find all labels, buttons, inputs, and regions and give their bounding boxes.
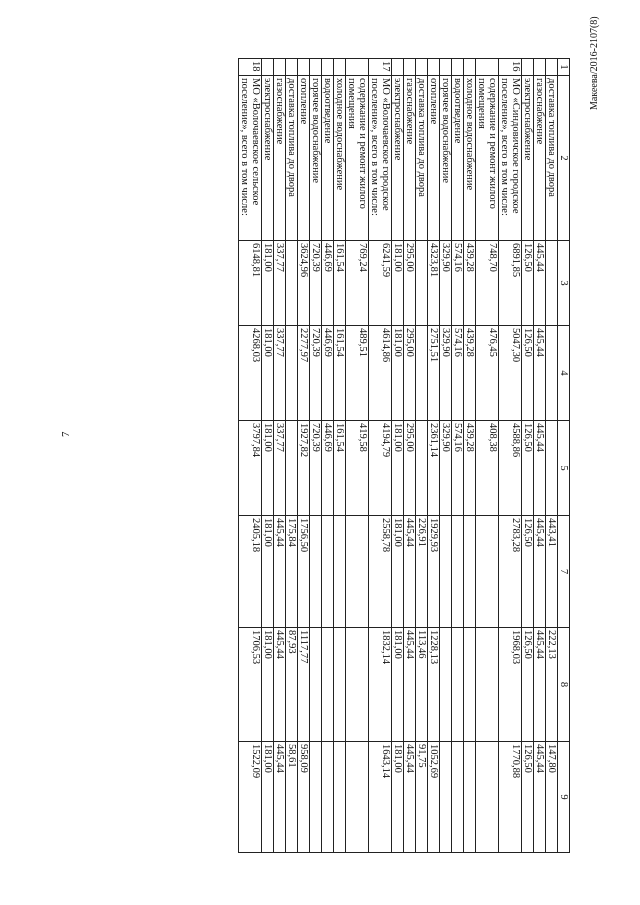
value-cell <box>322 628 334 742</box>
indicator-name-cell: доставка топлива до двора <box>416 76 428 241</box>
value-cell: 126,50 <box>522 326 534 421</box>
value-cell: 6148,81 <box>239 241 262 326</box>
table-row <box>499 59 522 853</box>
indicator-name-cell: электроснабжение <box>522 76 534 241</box>
value-cell <box>346 628 369 742</box>
row-number-cell <box>534 59 546 76</box>
value-cell <box>310 742 322 853</box>
row-number-cell <box>416 59 428 76</box>
value-cell <box>416 421 428 516</box>
row-number-cell <box>392 59 404 76</box>
value-cell <box>286 326 298 421</box>
value-cell: 408,38 <box>476 421 499 516</box>
header-cell: 8 <box>558 628 570 742</box>
value-cell: 446,69 <box>322 241 334 326</box>
value-cell <box>546 421 558 516</box>
value-cell <box>546 326 558 421</box>
value-cell: 161,54 <box>334 326 346 421</box>
row-number-cell <box>546 59 558 76</box>
value-cell: 126,50 <box>522 421 534 516</box>
indicator-name-cell: отопление <box>428 76 440 241</box>
table-row <box>534 59 546 853</box>
header-cell: 2 <box>558 76 570 241</box>
header-cell: 4 <box>558 326 570 421</box>
value-cell: 1756,50 <box>298 516 310 628</box>
row-number-cell <box>346 59 369 76</box>
value-cell: 720,39 <box>310 241 322 326</box>
value-cell: 295,00 <box>404 421 416 516</box>
indicator-name-cell: МО «Синдовичское городское поселение», всего в том числе: <box>499 76 522 241</box>
value-cell: 1052,69 <box>428 742 440 853</box>
value-cell <box>322 742 334 853</box>
value-cell <box>476 516 499 628</box>
value-cell: 1770,88 <box>499 742 522 853</box>
value-cell: 4588,86 <box>499 421 522 516</box>
row-number-cell <box>452 59 464 76</box>
value-cell <box>334 742 346 853</box>
value-cell: 226,91 <box>416 516 428 628</box>
header-cell: 7 <box>558 516 570 628</box>
indicator-name-cell: газоснабжение <box>534 76 546 241</box>
value-cell: 574,16 <box>452 241 464 326</box>
value-cell: 295,00 <box>404 241 416 326</box>
indicator-name-cell: содержание и ремонт жилого помещения <box>346 76 369 241</box>
value-cell <box>546 241 558 326</box>
value-cell: 91,75 <box>416 742 428 853</box>
header-cell: 3 <box>558 241 570 326</box>
row-number-cell <box>404 59 416 76</box>
value-cell: 445,44 <box>274 628 286 742</box>
value-cell: 2277,97 <box>298 326 310 421</box>
table-row <box>452 59 464 853</box>
value-cell <box>310 628 322 742</box>
value-cell <box>322 516 334 628</box>
row-number-cell <box>440 59 452 76</box>
value-cell: 445,44 <box>534 326 546 421</box>
row-number-cell <box>428 59 440 76</box>
row-number-cell: 18 <box>239 59 262 76</box>
value-cell: 445,44 <box>404 516 416 628</box>
indicator-name-cell: МО «Волочаевское сельское поселение», всего в том числе: <box>239 76 262 241</box>
indicator-name-cell: электроснабжение <box>392 76 404 241</box>
table-body <box>239 59 558 853</box>
indicator-name-cell: горячее водоснабжение <box>310 76 322 241</box>
value-cell: 445,44 <box>404 628 416 742</box>
value-cell <box>416 326 428 421</box>
indicator-name-cell: МО «Волочаевское городское поселение», всего в том числе: <box>369 76 392 241</box>
value-cell <box>346 742 369 853</box>
value-cell <box>440 742 452 853</box>
value-cell: 748,70 <box>476 241 499 326</box>
value-cell: 1706,53 <box>239 628 262 742</box>
value-cell: 419,58 <box>346 421 369 516</box>
table-row <box>369 59 392 853</box>
value-cell: 769,24 <box>346 241 369 326</box>
value-cell: 181,00 <box>392 421 404 516</box>
table-row <box>322 59 334 853</box>
value-cell: 445,44 <box>274 742 286 853</box>
table-row <box>546 59 558 853</box>
row-number-cell <box>286 59 298 76</box>
value-cell: 445,44 <box>534 421 546 516</box>
value-cell: 5047,30 <box>499 326 522 421</box>
value-cell: 181,00 <box>262 421 274 516</box>
row-number-cell <box>262 59 274 76</box>
table-row <box>440 59 452 853</box>
value-cell: 126,50 <box>522 516 534 628</box>
value-cell: 4194,79 <box>369 421 392 516</box>
value-cell: 181,00 <box>392 326 404 421</box>
value-cell: 439,28 <box>464 326 476 421</box>
value-cell: 6891,85 <box>499 241 522 326</box>
page-number: 7 <box>60 431 72 437</box>
row-number-cell <box>274 59 286 76</box>
value-cell: 329,90 <box>440 326 452 421</box>
value-cell: 181,00 <box>262 742 274 853</box>
value-cell: 181,00 <box>262 326 274 421</box>
row-number-cell <box>310 59 322 76</box>
value-cell <box>476 742 499 853</box>
value-cell: 2405,18 <box>239 516 262 628</box>
value-cell <box>286 421 298 516</box>
table-row <box>334 59 346 853</box>
value-cell: 175,84 <box>286 516 298 628</box>
value-cell: 1522,09 <box>239 742 262 853</box>
value-cell: 489,51 <box>346 326 369 421</box>
row-number-cell: 16 <box>499 59 522 76</box>
value-cell: 181,00 <box>392 516 404 628</box>
value-cell: 126,50 <box>522 241 534 326</box>
value-cell: 574,16 <box>452 421 464 516</box>
value-cell: 6241,59 <box>369 241 392 326</box>
value-cell: 161,54 <box>334 241 346 326</box>
row-number-cell <box>322 59 334 76</box>
table-row <box>286 59 298 853</box>
indicator-name-cell: доставка топлива до двора <box>286 76 298 241</box>
value-cell: 337,77 <box>274 326 286 421</box>
value-cell: 476,45 <box>476 326 499 421</box>
row-number-cell <box>522 59 534 76</box>
value-cell: 445,44 <box>404 742 416 853</box>
value-cell: 337,77 <box>274 421 286 516</box>
indicator-name-cell: содержание и ремонт жилого помещения <box>476 76 499 241</box>
tariff-table <box>238 58 570 853</box>
value-cell: 1927,82 <box>298 421 310 516</box>
document-reference-note: Макеева/2016-2107(8) <box>589 16 600 110</box>
value-cell: 1117,77 <box>298 628 310 742</box>
table-row <box>416 59 428 853</box>
value-cell: 2558,78 <box>369 516 392 628</box>
value-cell <box>334 516 346 628</box>
value-cell: 87,93 <box>286 628 298 742</box>
value-cell: 4614,86 <box>369 326 392 421</box>
value-cell: 720,39 <box>310 326 322 421</box>
value-cell: 1228,13 <box>428 628 440 742</box>
value-cell: 439,28 <box>464 241 476 326</box>
row-number-cell: 17 <box>369 59 392 76</box>
value-cell <box>440 628 452 742</box>
value-cell: 443,41 <box>546 516 558 628</box>
value-cell <box>464 628 476 742</box>
value-cell: 126,50 <box>522 742 534 853</box>
table-row <box>464 59 476 853</box>
value-cell: 958,09 <box>298 742 310 853</box>
indicator-name-cell: электроснабжение <box>262 76 274 241</box>
table-row <box>274 59 286 853</box>
value-cell <box>464 516 476 628</box>
value-cell: 3624,96 <box>298 241 310 326</box>
value-cell: 574,16 <box>452 326 464 421</box>
value-cell <box>346 516 369 628</box>
table-row <box>428 59 440 853</box>
value-cell: 1968,03 <box>499 628 522 742</box>
value-cell: 2361,14 <box>428 421 440 516</box>
header-row <box>558 59 570 853</box>
indicator-name-cell: отопление <box>298 76 310 241</box>
table-row <box>392 59 404 853</box>
table-row <box>404 59 416 853</box>
value-cell: 445,44 <box>274 516 286 628</box>
value-cell: 295,00 <box>404 326 416 421</box>
indicator-name-cell: водоотведение <box>322 76 334 241</box>
value-cell: 329,90 <box>440 241 452 326</box>
indicator-name-cell: газоснабжение <box>404 76 416 241</box>
value-cell: 222,13 <box>546 628 558 742</box>
value-cell: 445,44 <box>534 241 546 326</box>
value-cell: 181,00 <box>392 628 404 742</box>
table-header <box>558 59 570 853</box>
value-cell: 1832,14 <box>369 628 392 742</box>
indicator-name-cell: горячее водоснабжение <box>440 76 452 241</box>
value-cell: 3797,84 <box>239 421 262 516</box>
value-cell <box>452 742 464 853</box>
header-cell: 9 <box>558 742 570 853</box>
value-cell: 181,00 <box>392 241 404 326</box>
value-cell: 445,44 <box>534 742 546 853</box>
row-number-cell <box>298 59 310 76</box>
row-number-cell <box>476 59 499 76</box>
table-row <box>346 59 369 853</box>
value-cell: 126,50 <box>522 628 534 742</box>
value-cell: 113,46 <box>416 628 428 742</box>
value-cell: 4268,03 <box>239 326 262 421</box>
value-cell: 446,69 <box>322 421 334 516</box>
table-row <box>310 59 322 853</box>
indicator-name-cell: холодное водоснабжение <box>464 76 476 241</box>
value-cell <box>416 241 428 326</box>
row-number-cell <box>334 59 346 76</box>
table-row <box>476 59 499 853</box>
value-cell <box>310 516 322 628</box>
indicator-name-cell: водоотведение <box>452 76 464 241</box>
value-cell <box>452 516 464 628</box>
value-cell: 337,77 <box>274 241 286 326</box>
value-cell: 439,28 <box>464 421 476 516</box>
header-cell: 5 <box>558 421 570 516</box>
value-cell: 2751,51 <box>428 326 440 421</box>
value-cell: 181,00 <box>262 628 274 742</box>
value-cell <box>334 628 346 742</box>
indicator-name-cell: холодное водоснабжение <box>334 76 346 241</box>
value-cell: 4323,81 <box>428 241 440 326</box>
value-cell <box>476 628 499 742</box>
value-cell: 1929,93 <box>428 516 440 628</box>
value-cell: 445,44 <box>534 516 546 628</box>
row-number-cell <box>464 59 476 76</box>
value-cell: 1643,14 <box>369 742 392 853</box>
value-cell: 2783,28 <box>499 516 522 628</box>
header-cell: 1 <box>558 59 570 76</box>
value-cell: 181,00 <box>262 241 274 326</box>
value-cell <box>452 628 464 742</box>
value-cell: 58,61 <box>286 742 298 853</box>
value-cell <box>440 516 452 628</box>
table-row <box>522 59 534 853</box>
value-cell: 720,39 <box>310 421 322 516</box>
value-cell <box>286 241 298 326</box>
value-cell: 181,00 <box>262 516 274 628</box>
table-row <box>298 59 310 853</box>
value-cell: 181,00 <box>392 742 404 853</box>
value-cell <box>464 742 476 853</box>
table-row <box>262 59 274 853</box>
value-cell: 445,44 <box>534 628 546 742</box>
value-cell: 446,69 <box>322 326 334 421</box>
table-row <box>239 59 262 853</box>
value-cell: 329,90 <box>440 421 452 516</box>
indicator-name-cell: доставка топлива до двора <box>546 76 558 241</box>
indicator-name-cell: газоснабжение <box>274 76 286 241</box>
value-cell: 161,54 <box>334 421 346 516</box>
value-cell: 147,80 <box>546 742 558 853</box>
